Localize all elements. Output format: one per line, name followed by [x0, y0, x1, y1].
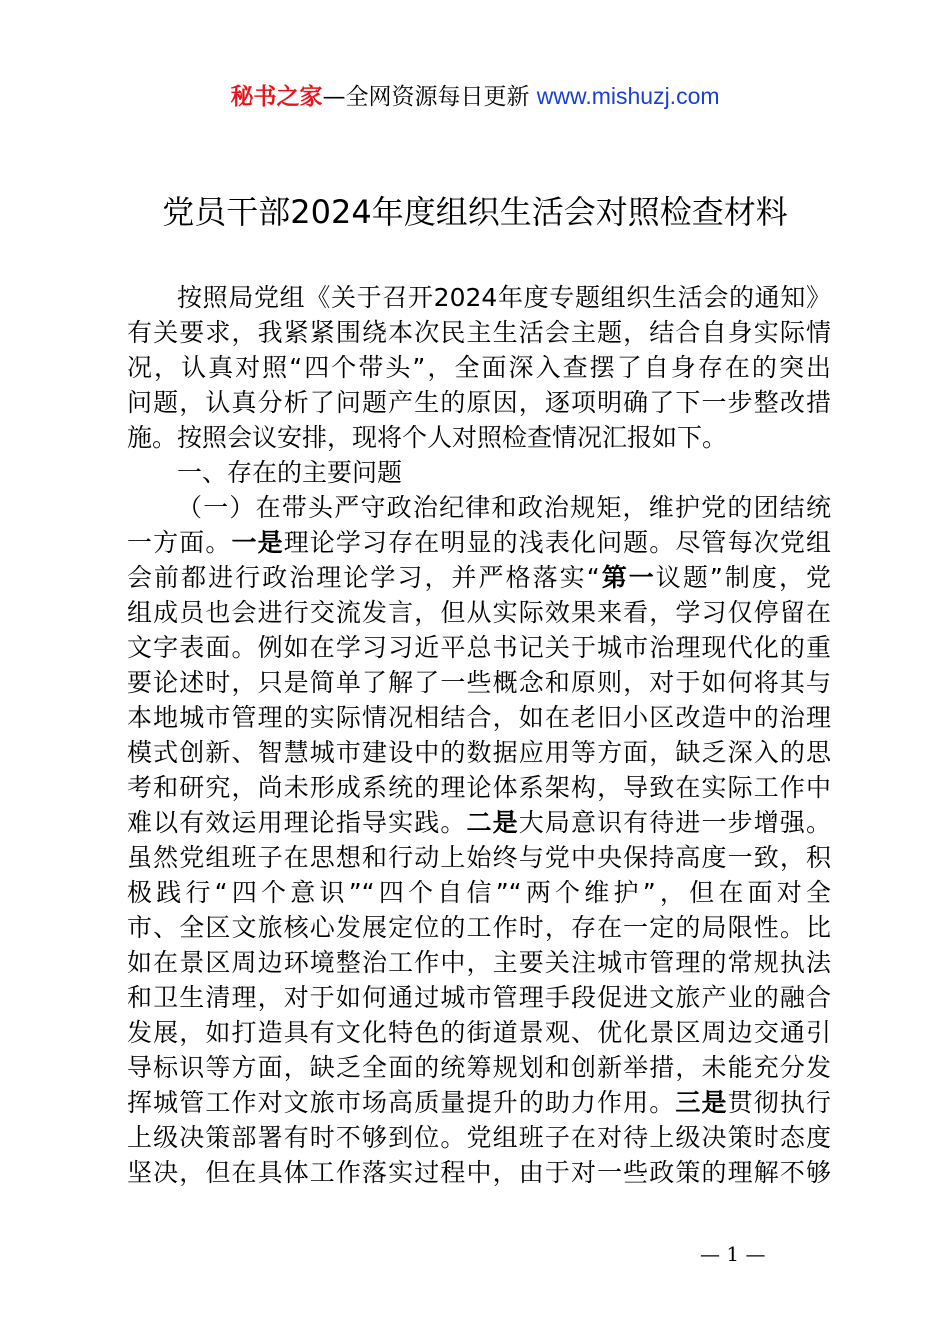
- body-line: 和卫生清理，对于如何通过城市管理手段促进文旅产业的融合: [127, 983, 831, 1012]
- body-line: 如在景区周边环境整治工作中，主要关注城市管理的常规执法: [127, 948, 831, 977]
- body-line: [127, 525, 831, 560]
- body-line: [127, 560, 831, 595]
- site-watermark-header: [0, 80, 950, 113]
- bold-keyword: 三是: [675, 1088, 728, 1117]
- body-text-run: 一方面。: [127, 528, 232, 557]
- body-line: 施。按照会议安排，现将个人对照检查情况汇报如下。: [127, 423, 728, 452]
- body-line: 有关要求，我紧紧围绕本次民主生活会主题，结合自身实际情: [127, 318, 831, 347]
- body-line: 虽然党组班子在思想和行动上始终与党中央保持高度一致，积: [127, 843, 831, 872]
- body-text-run: 挥城管工作对文旅市场高质量提升的助力作用。: [127, 1088, 676, 1117]
- body-text-run: 难以有效运用理论指导实践。: [127, 808, 467, 837]
- body-line: 导标识等方面，缺乏全面的统筹规划和创新举措，未能充分发: [127, 1053, 831, 1082]
- section-heading: 一、存在的主要问题: [177, 458, 403, 487]
- body-text-run: 理论学习存在明显的浅表化问题。尽管每次党组: [283, 528, 831, 557]
- body-line: 问题，认真分析了问题产生的原因，逐项明确了下一步整改措: [127, 388, 831, 417]
- document-title: 党员干部2024年度组织生活会对照检查材料: [162, 193, 788, 231]
- body-line: 坚决，但在具体工作落实过程中，由于对一些政策的理解不够: [127, 1158, 831, 1187]
- body-line: 文字表面。例如在学习习近平总书记关于城市治理现代化的重: [127, 633, 831, 662]
- body-text-run: 会前都进行政治理论学习，并严格落实“: [127, 563, 600, 592]
- body-line: 极践行“四个意识”“四个自信”“两个维护”，但在面对全: [127, 878, 831, 907]
- body-line: 发展，如打造具有文化特色的街道景观、优化景区周边交通引: [127, 1018, 831, 1047]
- document-body: [127, 280, 831, 1190]
- body-line: 况，认真对照“四个带头”，全面深入查摆了自身存在的突出: [127, 353, 831, 382]
- body-line: 市、全区文旅核心发展定位的工作时，存在一定的局限性。比: [127, 913, 831, 942]
- body-line: 本地城市管理的实际情况相结合，如在老旧小区改造中的治理: [127, 703, 831, 732]
- body-text-run: 贯彻执行: [727, 1088, 831, 1117]
- header-brand: 秘书之家: [230, 84, 323, 110]
- body-text-run: 大局意识有待进一步增强。: [518, 808, 831, 837]
- body-line: [127, 1085, 831, 1120]
- body-line: 上级决策部署有时不够到位。党组班子在对待上级决策时态度: [127, 1123, 831, 1152]
- body-line: [127, 805, 831, 840]
- bold-keyword: 第一: [599, 563, 656, 592]
- header-url: www.mishuzj.com: [536, 83, 720, 109]
- body-line: 按照局党组《关于召开2024年度专题组织生活会的通知》: [177, 283, 831, 312]
- body-line: （一）在带头严守政治纪律和政治规矩，维护党的团结统: [177, 493, 831, 522]
- body-line: 模式创新、智慧城市建设中的数据应用等方面，缺乏深入的思: [127, 738, 831, 767]
- body-line: 要论述时，只是简单了解了一些概念和原则，对于如何将其与: [127, 668, 831, 697]
- bold-keyword: 二是: [466, 808, 519, 837]
- bold-keyword: 一是: [231, 528, 284, 557]
- header-slogan: —全网资源每日更新: [322, 84, 530, 110]
- body-text-run: 议题”制度，党: [655, 563, 831, 592]
- body-line: 考和研究，尚未形成系统的理论体系架构，导致在实际工作中: [127, 773, 831, 802]
- body-line: 组成员也会进行交流发言，但从实际效果来看，学习仅停留在: [127, 598, 831, 627]
- page-number: — 1 —: [700, 1242, 766, 1266]
